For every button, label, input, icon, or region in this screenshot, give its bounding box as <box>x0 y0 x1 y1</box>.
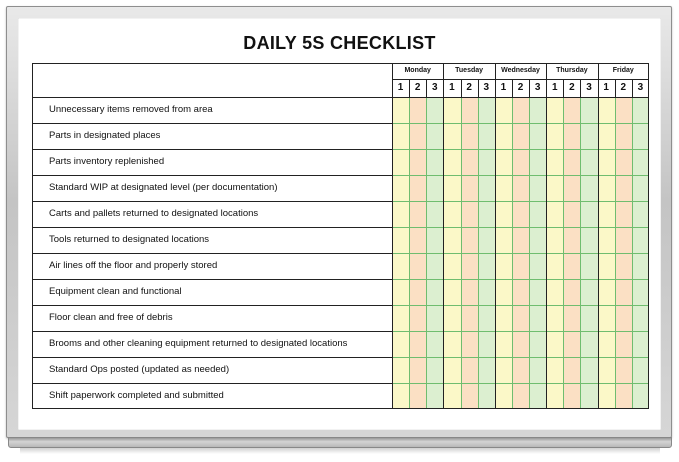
check-cell[interactable] <box>529 305 546 331</box>
check-cell[interactable] <box>461 149 478 175</box>
day-header-thursday: Thursday <box>556 67 588 74</box>
check-cell[interactable] <box>392 175 409 201</box>
check-cell[interactable] <box>546 331 563 357</box>
check-cell[interactable] <box>598 331 615 357</box>
check-cell[interactable] <box>580 331 597 357</box>
check-cell[interactable] <box>426 331 443 357</box>
check-cell[interactable] <box>580 253 597 279</box>
check-cell[interactable] <box>529 331 546 357</box>
check-cell[interactable] <box>580 305 597 331</box>
check-cell[interactable] <box>632 331 649 357</box>
check-cell[interactable] <box>546 97 563 123</box>
check-cell[interactable] <box>443 253 460 279</box>
shift-number: 3 <box>432 82 438 93</box>
check-cell[interactable] <box>426 123 443 149</box>
check-cell[interactable] <box>529 227 546 253</box>
check-cell[interactable] <box>461 357 478 383</box>
check-cell[interactable] <box>426 227 443 253</box>
check-cell[interactable] <box>563 253 580 279</box>
check-cell[interactable] <box>392 149 409 175</box>
check-cell[interactable] <box>478 97 495 123</box>
check-cell[interactable] <box>443 97 460 123</box>
check-cell[interactable] <box>615 123 632 149</box>
shift-number: 2 <box>620 82 627 93</box>
check-cell[interactable] <box>615 227 632 253</box>
day-header-friday: Friday <box>612 67 634 74</box>
check-cell[interactable] <box>392 123 409 149</box>
shift-number: 2 <box>466 82 472 93</box>
check-cell[interactable] <box>632 175 649 201</box>
check-cell[interactable] <box>443 201 460 227</box>
check-cell[interactable] <box>546 149 563 175</box>
check-cell[interactable] <box>615 331 632 357</box>
shift-number: 1 <box>603 82 609 93</box>
check-cell[interactable] <box>443 227 460 253</box>
check-cell[interactable] <box>598 201 615 227</box>
checklist-grid <box>32 63 649 409</box>
check-cell[interactable] <box>478 305 495 331</box>
check-cell[interactable] <box>632 201 649 227</box>
check-cell[interactable] <box>478 383 495 409</box>
checklist-item: Floor clean and free of debris <box>49 312 173 323</box>
check-cell[interactable] <box>409 253 426 279</box>
check-cell[interactable] <box>409 383 426 409</box>
check-cell[interactable] <box>392 201 409 227</box>
checklist-item: Standard Ops posted (updated as needed) <box>49 364 230 375</box>
check-cell[interactable] <box>598 279 615 305</box>
shift-number: 1 <box>449 82 455 93</box>
check-cell[interactable] <box>546 383 563 409</box>
check-cell[interactable] <box>392 331 409 357</box>
check-cell[interactable] <box>495 305 512 331</box>
check-cell[interactable] <box>580 97 597 123</box>
check-cell[interactable] <box>443 175 460 201</box>
check-cell[interactable] <box>529 201 546 227</box>
check-cell[interactable] <box>546 123 563 149</box>
check-cell[interactable] <box>563 279 580 305</box>
check-cell[interactable] <box>546 253 563 279</box>
check-cell[interactable] <box>495 201 512 227</box>
check-cell[interactable] <box>580 201 597 227</box>
check-cell[interactable] <box>563 201 580 227</box>
checklist-item: Parts inventory replenished <box>49 156 165 167</box>
shift-number: 2 <box>569 82 575 93</box>
check-cell[interactable] <box>495 357 512 383</box>
check-cell[interactable] <box>563 305 580 331</box>
check-cell[interactable] <box>632 357 649 383</box>
shift-number: 2 <box>517 82 524 93</box>
check-cell[interactable] <box>461 253 478 279</box>
check-cell[interactable] <box>409 357 426 383</box>
check-cell[interactable] <box>478 175 495 201</box>
check-cell[interactable] <box>563 175 580 201</box>
check-cell[interactable] <box>392 227 409 253</box>
check-cell[interactable] <box>615 175 632 201</box>
check-cell[interactable] <box>478 227 495 253</box>
shift-number: 3 <box>586 82 592 93</box>
check-cell[interactable] <box>598 97 615 123</box>
check-cell[interactable] <box>409 331 426 357</box>
check-cell[interactable] <box>478 357 495 383</box>
shift-number: 3 <box>637 82 644 93</box>
check-cell[interactable] <box>478 201 495 227</box>
check-cell[interactable] <box>598 149 615 175</box>
check-cell[interactable] <box>580 227 597 253</box>
check-cell[interactable] <box>461 279 478 305</box>
shift-number: 2 <box>414 82 421 93</box>
check-cell[interactable] <box>495 175 512 201</box>
checklist-item: Shift paperwork completed and submitted <box>49 390 224 401</box>
check-cell[interactable] <box>409 279 426 305</box>
check-cell[interactable] <box>495 331 512 357</box>
check-cell[interactable] <box>512 123 529 149</box>
shift-number: 1 <box>551 82 558 93</box>
check-cell[interactable] <box>529 97 546 123</box>
check-cell[interactable] <box>512 201 529 227</box>
check-cell[interactable] <box>495 383 512 409</box>
check-cell[interactable] <box>615 253 632 279</box>
check-cell[interactable] <box>426 97 443 123</box>
check-cell[interactable] <box>443 123 460 149</box>
day-header-wednesday: Wednesday <box>501 67 540 74</box>
check-cell[interactable] <box>495 227 512 253</box>
check-cell[interactable] <box>426 175 443 201</box>
check-cell[interactable] <box>512 149 529 175</box>
tray-shadow <box>20 448 660 454</box>
check-cell[interactable] <box>632 227 649 253</box>
shift-number: 3 <box>534 82 541 93</box>
check-cell[interactable] <box>580 279 597 305</box>
check-cell[interactable] <box>580 357 597 383</box>
check-cell[interactable] <box>563 357 580 383</box>
check-cell[interactable] <box>580 149 597 175</box>
check-cell[interactable] <box>598 175 615 201</box>
check-cell[interactable] <box>461 97 478 123</box>
check-cell[interactable] <box>478 331 495 357</box>
check-cell[interactable] <box>512 227 529 253</box>
check-cell[interactable] <box>443 279 460 305</box>
marker-tray <box>8 437 672 448</box>
check-cell[interactable] <box>392 383 409 409</box>
check-cell[interactable] <box>443 305 460 331</box>
check-cell[interactable] <box>495 123 512 149</box>
check-cell[interactable] <box>632 279 649 305</box>
checklist-item: Tools returned to designated locations <box>49 234 210 245</box>
check-cell[interactable] <box>615 357 632 383</box>
check-cell[interactable] <box>546 227 563 253</box>
check-cell[interactable] <box>461 201 478 227</box>
check-cell[interactable] <box>615 279 632 305</box>
checklist-title: DAILY 5S CHECKLIST <box>243 33 436 53</box>
check-cell[interactable] <box>478 149 495 175</box>
day-header-monday: Monday <box>404 67 431 74</box>
shift-number: 1 <box>500 82 507 93</box>
check-cell[interactable] <box>426 201 443 227</box>
day-header-tuesday: Tuesday <box>455 67 484 74</box>
check-cell[interactable] <box>512 357 529 383</box>
check-cell[interactable] <box>632 97 649 123</box>
check-cell[interactable] <box>426 383 443 409</box>
check-cell[interactable] <box>529 253 546 279</box>
check-cell[interactable] <box>546 279 563 305</box>
check-cell[interactable] <box>409 97 426 123</box>
check-cell[interactable] <box>546 305 563 331</box>
shift-number: 1 <box>397 82 404 93</box>
check-cell[interactable] <box>512 305 529 331</box>
check-cell[interactable] <box>409 201 426 227</box>
check-cell[interactable] <box>598 123 615 149</box>
check-cell[interactable] <box>632 123 649 149</box>
check-cell[interactable] <box>495 279 512 305</box>
check-cell[interactable] <box>461 227 478 253</box>
check-cell[interactable] <box>392 357 409 383</box>
check-cell[interactable] <box>409 123 426 149</box>
check-cell[interactable] <box>512 97 529 123</box>
check-cell[interactable] <box>426 253 443 279</box>
check-cell[interactable] <box>461 331 478 357</box>
check-cell[interactable] <box>392 279 409 305</box>
shift-number: 3 <box>483 82 489 93</box>
check-cell[interactable] <box>529 357 546 383</box>
check-cell[interactable] <box>632 253 649 279</box>
check-cell[interactable] <box>478 253 495 279</box>
check-cell[interactable] <box>529 175 546 201</box>
checklist-item: Unnecessary items removed from area <box>49 104 213 115</box>
checklist-item: Equipment clean and functional <box>49 286 182 297</box>
check-cell[interactable] <box>563 331 580 357</box>
check-cell[interactable] <box>598 253 615 279</box>
check-cell[interactable] <box>615 201 632 227</box>
check-cell[interactable] <box>632 305 649 331</box>
check-cell[interactable] <box>598 227 615 253</box>
check-cell[interactable] <box>478 123 495 149</box>
check-cell[interactable] <box>461 383 478 409</box>
check-cell[interactable] <box>563 149 580 175</box>
check-cell[interactable] <box>495 149 512 175</box>
check-cell[interactable] <box>478 279 495 305</box>
check-cell[interactable] <box>580 123 597 149</box>
check-cell[interactable] <box>512 279 529 305</box>
check-cell[interactable] <box>443 357 460 383</box>
check-cell[interactable] <box>512 253 529 279</box>
check-cell[interactable] <box>512 331 529 357</box>
check-cell[interactable] <box>580 175 597 201</box>
check-cell[interactable] <box>392 305 409 331</box>
check-cell[interactable] <box>443 149 460 175</box>
check-cell[interactable] <box>495 97 512 123</box>
check-cell[interactable] <box>546 201 563 227</box>
checklist-item: Air lines off the floor and properly stored <box>49 260 218 271</box>
check-cell[interactable] <box>632 149 649 175</box>
check-cell[interactable] <box>443 383 460 409</box>
check-cell[interactable] <box>529 383 546 409</box>
check-cell[interactable] <box>461 123 478 149</box>
check-cell[interactable] <box>409 149 426 175</box>
check-cell[interactable] <box>563 123 580 149</box>
check-cell[interactable] <box>426 149 443 175</box>
check-cell[interactable] <box>392 97 409 123</box>
check-cell[interactable] <box>598 357 615 383</box>
check-cell[interactable] <box>426 279 443 305</box>
check-cell[interactable] <box>615 149 632 175</box>
checklist-item: Standard WIP at designated level (per documentation) <box>49 182 278 193</box>
check-cell[interactable] <box>409 227 426 253</box>
check-cell[interactable] <box>615 305 632 331</box>
check-cell[interactable] <box>409 305 426 331</box>
check-cell[interactable] <box>426 357 443 383</box>
checklist-item: Parts in designated places <box>49 130 161 141</box>
check-cell[interactable] <box>615 383 632 409</box>
check-cell[interactable] <box>615 97 632 123</box>
check-cell[interactable] <box>529 149 546 175</box>
check-cell[interactable] <box>443 331 460 357</box>
check-cell[interactable] <box>529 279 546 305</box>
check-cell[interactable] <box>392 253 409 279</box>
check-cell[interactable] <box>512 383 529 409</box>
check-cell[interactable] <box>495 253 512 279</box>
check-cell[interactable] <box>632 383 649 409</box>
check-cell[interactable] <box>546 357 563 383</box>
check-cell[interactable] <box>546 175 563 201</box>
check-cell[interactable] <box>461 175 478 201</box>
check-cell[interactable] <box>529 123 546 149</box>
check-cell[interactable] <box>563 383 580 409</box>
check-cell[interactable] <box>512 175 529 201</box>
check-cell[interactable] <box>598 305 615 331</box>
check-cell[interactable] <box>409 175 426 201</box>
check-cell[interactable] <box>426 305 443 331</box>
check-cell[interactable] <box>563 97 580 123</box>
check-cell[interactable] <box>461 305 478 331</box>
check-cell[interactable] <box>580 383 597 409</box>
check-cell[interactable] <box>598 383 615 409</box>
checklist-item: Brooms and other cleaning equipment returned to designated locations <box>49 338 348 349</box>
check-cell[interactable] <box>563 227 580 253</box>
checklist-item: Carts and pallets returned to designated locations <box>49 208 259 219</box>
